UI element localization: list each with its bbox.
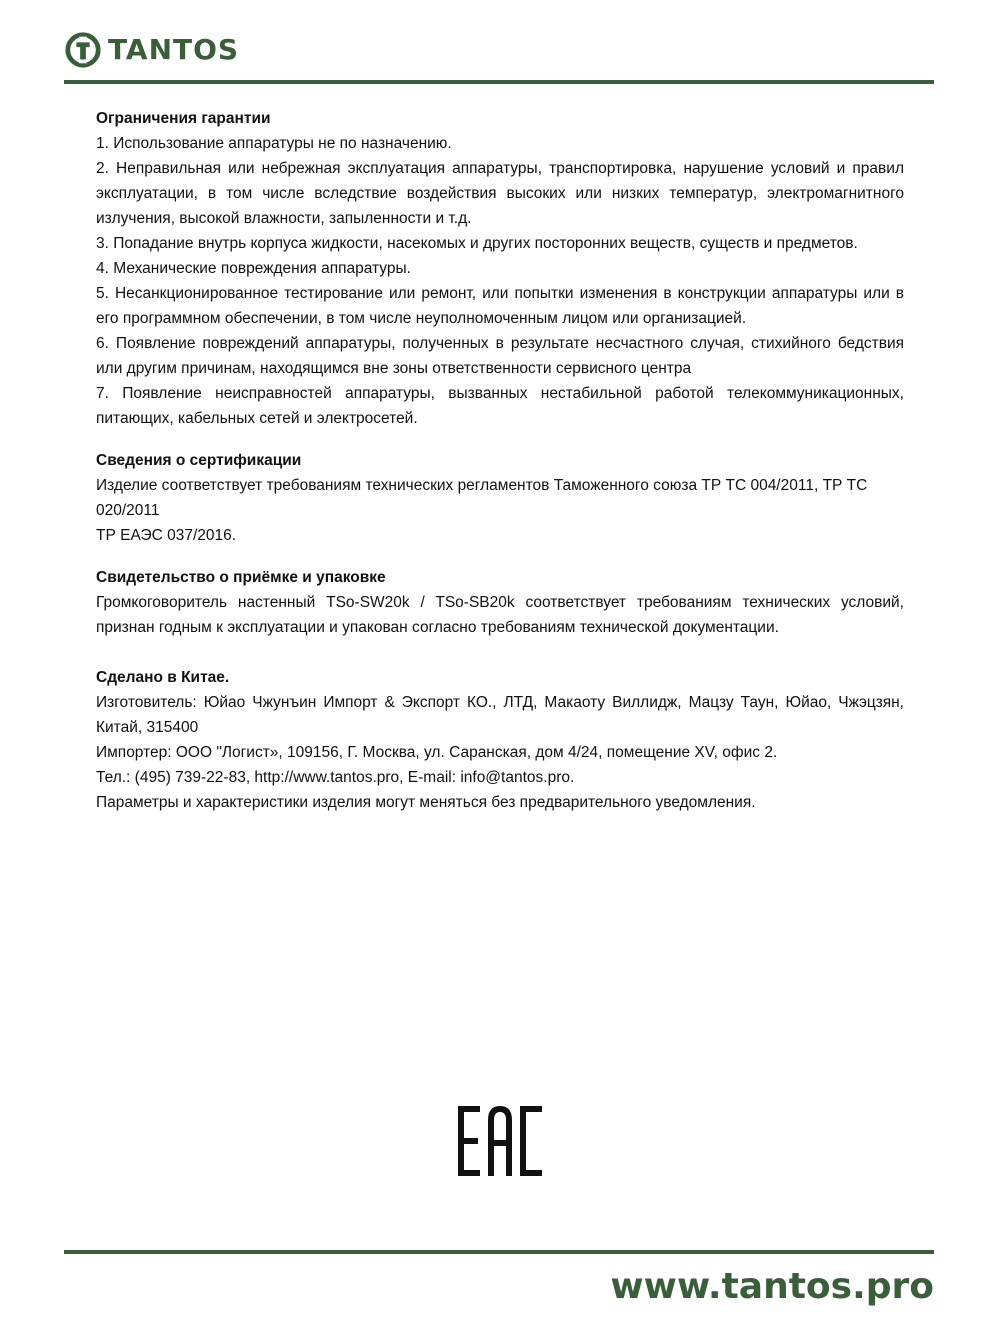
acceptance-text: Громкоговоритель настенный TSo-SW20k / TSo-SB20k соответствует требованиям технических условий, признан годным к эксплуатации и упакован согласно требованиям технической документации. bbox=[96, 594, 904, 636]
warranty-item-4: 4. Механические повреждения аппаратуры. bbox=[96, 260, 411, 277]
certification-heading: Сведения о сертификации bbox=[96, 452, 302, 469]
acceptance-section bbox=[96, 565, 904, 640]
footer-website-link[interactable]: www.tantos.pro bbox=[610, 1266, 934, 1307]
certification-line-1: Изделие соответствует требованиям технических регламентов Таможенного союза ТР ТС 004/2011, ТР ТС bbox=[96, 477, 868, 494]
warranty-item-2: 2. Неправильная или небрежная эксплуатация аппаратуры, транспортировка, нарушение условий и правил эксплуатации, в том числе вследствие воздействия высоких или низких температур, электромагнитного излучения, высокой влажности, запыленности и т.д. bbox=[96, 160, 904, 227]
certification-line-2: 020/2011 bbox=[96, 502, 160, 519]
origin-heading: Сделано в Китае. bbox=[96, 669, 230, 686]
eac-mark-icon bbox=[458, 1106, 542, 1176]
certification-section bbox=[96, 448, 904, 548]
warranty-item-6: 6. Появление повреждений аппаратуры, полученных в результате несчастного случая, стихийного бедствия или другим причинам, находящимся вне зоны ответственности сервисного центра bbox=[96, 335, 904, 377]
acceptance-heading: Свидетельство о приёмке и упаковке bbox=[96, 569, 386, 586]
contacts-text: Тел.: (495) 739-22-83, http://www.tantos.pro, E-mail: info@tantos.pro. bbox=[96, 769, 575, 786]
header-divider bbox=[64, 80, 934, 84]
warranty-section bbox=[96, 106, 904, 431]
footer-divider bbox=[64, 1250, 934, 1254]
manufacturer-text: Изготовитель: Юйао Чжунъин Импорт & Экспорт КО., ЛТД, Макаоту Виллидж, Мацзу Таун, Юйао, Чжэцзян, Китай, 315400 bbox=[96, 694, 904, 736]
importer-text: Импортер: ООО "Логист», 109156, Г. Москва, ул. Саранская, дом 4/24, помещение XV, офис 2. bbox=[96, 744, 778, 761]
warranty-item-7: 7. Появление неисправностей аппаратуры, вызванных нестабильной работой телекоммуникационных, питающих, кабельных сетей и электросетей. bbox=[96, 385, 904, 427]
notice-text: Параметры и характеристики изделия могут меняться без предварительного уведомления. bbox=[96, 794, 756, 811]
logo-text: TANTOS bbox=[108, 33, 240, 66]
warranty-item-5: 5. Несанкционированное тестирование или ремонт, или попытки изменения в конструкции аппаратуры или в его программном обеспечении, в том числе неуполномоченным лицом или организацией. bbox=[96, 285, 904, 327]
warranty-item-1: 1. Использование аппаратуры не по назначению. bbox=[96, 135, 452, 152]
origin-section bbox=[96, 665, 904, 815]
document-body bbox=[96, 106, 904, 832]
tantos-handset-icon bbox=[64, 31, 102, 69]
tantos-logo bbox=[64, 30, 239, 70]
certification-line-3: ТР ЕАЭС 037/2016. bbox=[96, 527, 237, 544]
warranty-heading: Ограничения гарантии bbox=[96, 110, 271, 127]
warranty-item-3: 3. Попадание внутрь корпуса жидкости, насекомых и других посторонних веществ, существ и предметов. bbox=[96, 235, 858, 252]
